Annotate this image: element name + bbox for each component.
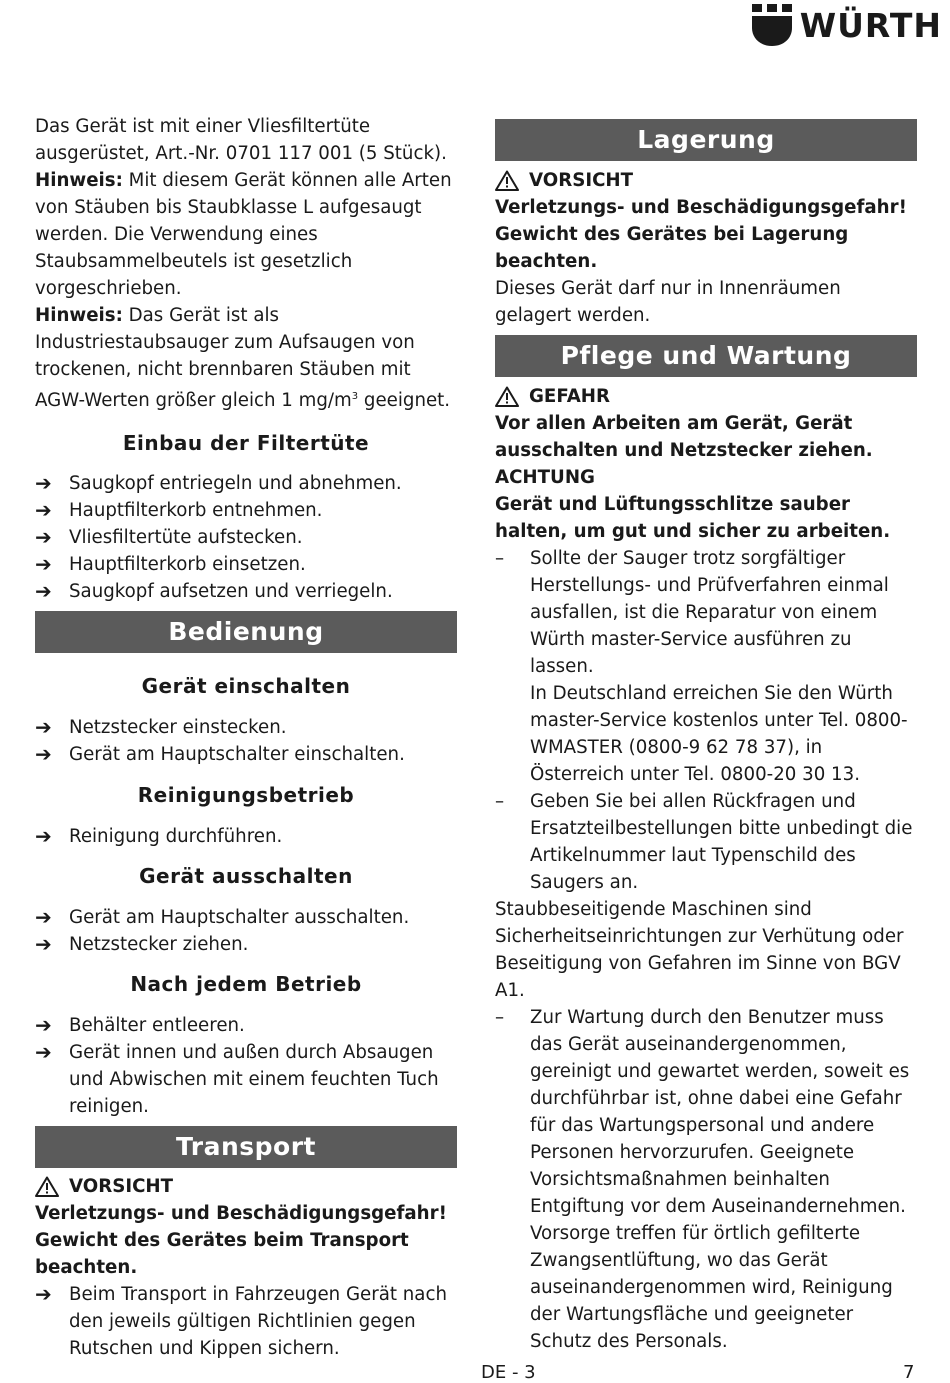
cleaning-mode-steps (35, 823, 457, 850)
list-item: – Sollte der Sauger trotz sorgfältiger Herstellungs- und Prüfverfahren einmal ausfallen, ist die Reparatur von einem Würth master-Service ausführen zu lassen. In Deutschland erreichen Sie den Würth master-Service kostenlos unter Tel. 0800-WMASTER (0800-9 62 78 37), in Österreich unter Tel. 0800-20 30 13. (495, 545, 917, 788)
danger-text: Vor allen Arbeiten am Gerät, Gerät ausschalten und Netzstecker ziehen. (495, 413, 873, 461)
filter-install-steps (35, 470, 457, 605)
care-list-1 (495, 545, 917, 896)
list-item: – Zur Wartung durch den Benutzer muss das Gerät auseinandergenommen, gereinigt und gewartet werden, soweit es durchführbar ist, ohne dabei eine Gefahr für das Wartungspersonal und andere Personen hervorzurufen. Geeignete Vorsichtsmaßnahmen beinhalten Entgiftung vor dem Auseinandernehmen. Vorsorge treffen für örtlich gefilterte Zwangsentlüftung, wo das Gerät auseinandergenommen wird, Reinigung der Wartungsfläche und geeigneter Schutz des Personals. (495, 1004, 917, 1355)
switch-off-heading: Gerät ausschalten (139, 864, 353, 889)
storage-section-bar: Lagerung (495, 119, 917, 161)
cleaning-mode-heading: Reinigungsbetrieb (137, 783, 355, 808)
list-item: ➔ Reinigung durchführen. (35, 823, 457, 850)
transport-steps (35, 1281, 457, 1362)
list-item: ➔ Netzstecker einstecken. (35, 714, 457, 741)
transport-caution-text: Verletzungs- und Beschädigungsgefahr! Gewicht des Gerätes beim Transport beachten. (35, 1203, 447, 1279)
switch-off-steps (35, 904, 457, 958)
list-item: ➔ Beim Transport in Fahrzeugen Gerät nach den jeweils gültigen Richtlinien gegen Rutschen und Kippen sichern. (35, 1281, 457, 1362)
wuerth-emblem-icon (752, 4, 792, 46)
storage-caution-text: Verletzungs- und Beschädigungsgefahr! Gewicht des Gerätes bei Lagerung beachten. (495, 197, 907, 272)
warning-triangle-icon (495, 386, 519, 407)
switch-on-steps (35, 714, 457, 768)
footer-section-code: DE - 3 (481, 1362, 536, 1383)
list-item: ➔ Netzstecker ziehen. (35, 931, 457, 958)
safety-device-paragraph: Staubbeseitigende Maschinen sind Sicherheitseinrichtungen zur Verhütung oder Beseitigung von Gefahren im Sinne von BGV A1. (495, 899, 904, 1001)
storage-caution-label: VORSICHT (495, 167, 917, 194)
operation-section-bar: Bedienung (35, 611, 457, 653)
list-item: ➔ Saugkopf aufsetzen und verriegeln. (35, 578, 457, 605)
filter-install-heading: Einbau der Filtertüte (122, 431, 370, 456)
after-operation-steps (35, 1012, 457, 1120)
intro-paragraph: Das Gerät ist mit einer Vliesfiltertüte ausgerüstet, Art.-Nr. 0701 117 001 (5 Stück). (35, 116, 447, 164)
hint-paragraph-1: Hinweis: Mit diesem Gerät können alle Arten von Stäuben bis Staubklasse L aufgesaugt werden. Die Verwendung eines Staubsammelbeutels ist gesetzlich vorgeschrieben. (35, 170, 452, 299)
list-item: ➔ Gerät am Hauptschalter einschalten. (35, 741, 457, 768)
transport-section-bar: Transport (35, 1126, 457, 1168)
warning-triangle-icon (35, 1176, 59, 1197)
footer-page-number: 7 (903, 1362, 915, 1383)
transport-caution-label: VORSICHT (35, 1173, 457, 1200)
list-item: ➔ Vliesfiltertüte aufstecken. (35, 524, 457, 551)
care-list-2 (495, 1004, 917, 1355)
brand-name: WÜRTH (799, 5, 942, 45)
warning-triangle-icon (495, 170, 519, 191)
wuerth-logo (752, 4, 942, 46)
list-item: ➔ Hauptfilterkorb einsetzen. (35, 551, 457, 578)
left-column (35, 113, 457, 1362)
hint-paragraph-2: Hinweis: Das Gerät ist als Industriestaubsauger zum Aufsaugen von trockenen, nicht brennbaren Stäuben mit AGW-Werten größer gleich 1 $mg/m^3$ geeignet. (35, 305, 451, 412)
after-operation-heading: Nach jedem Betrieb (130, 972, 362, 997)
attention-label: ACHTUNG (495, 467, 595, 488)
list-item: – Geben Sie bei allen Rückfragen und Ersatzteilbestellungen bitte unbedingt die Artikelnummer laut Typenschild des Saugers an. (495, 788, 917, 896)
storage-text: Dieses Gerät darf nur in Innenräumen gelagert werden. (495, 278, 841, 326)
danger-label: GEFAHR (495, 383, 917, 410)
list-item: ➔ Gerät innen und außen durch Absaugen und Abwischen mit einem feuchten Tuch reinigen. (35, 1039, 457, 1120)
attention-text: Gerät und Lüftungsschlitze sauber halten, um gut und sicher zu arbeiten. (495, 494, 891, 542)
switch-on-heading: Gerät einschalten (141, 674, 351, 699)
list-item: ➔ Hauptfilterkorb entnehmen. (35, 497, 457, 524)
care-section-bar: Pflege und Wartung (495, 335, 917, 377)
list-item: ➔ Saugkopf entriegeln und abnehmen. (35, 470, 457, 497)
right-column (495, 119, 917, 1355)
list-item: ➔ Gerät am Hauptschalter ausschalten. (35, 904, 457, 931)
list-item: ➔ Behälter entleeren. (35, 1012, 457, 1039)
